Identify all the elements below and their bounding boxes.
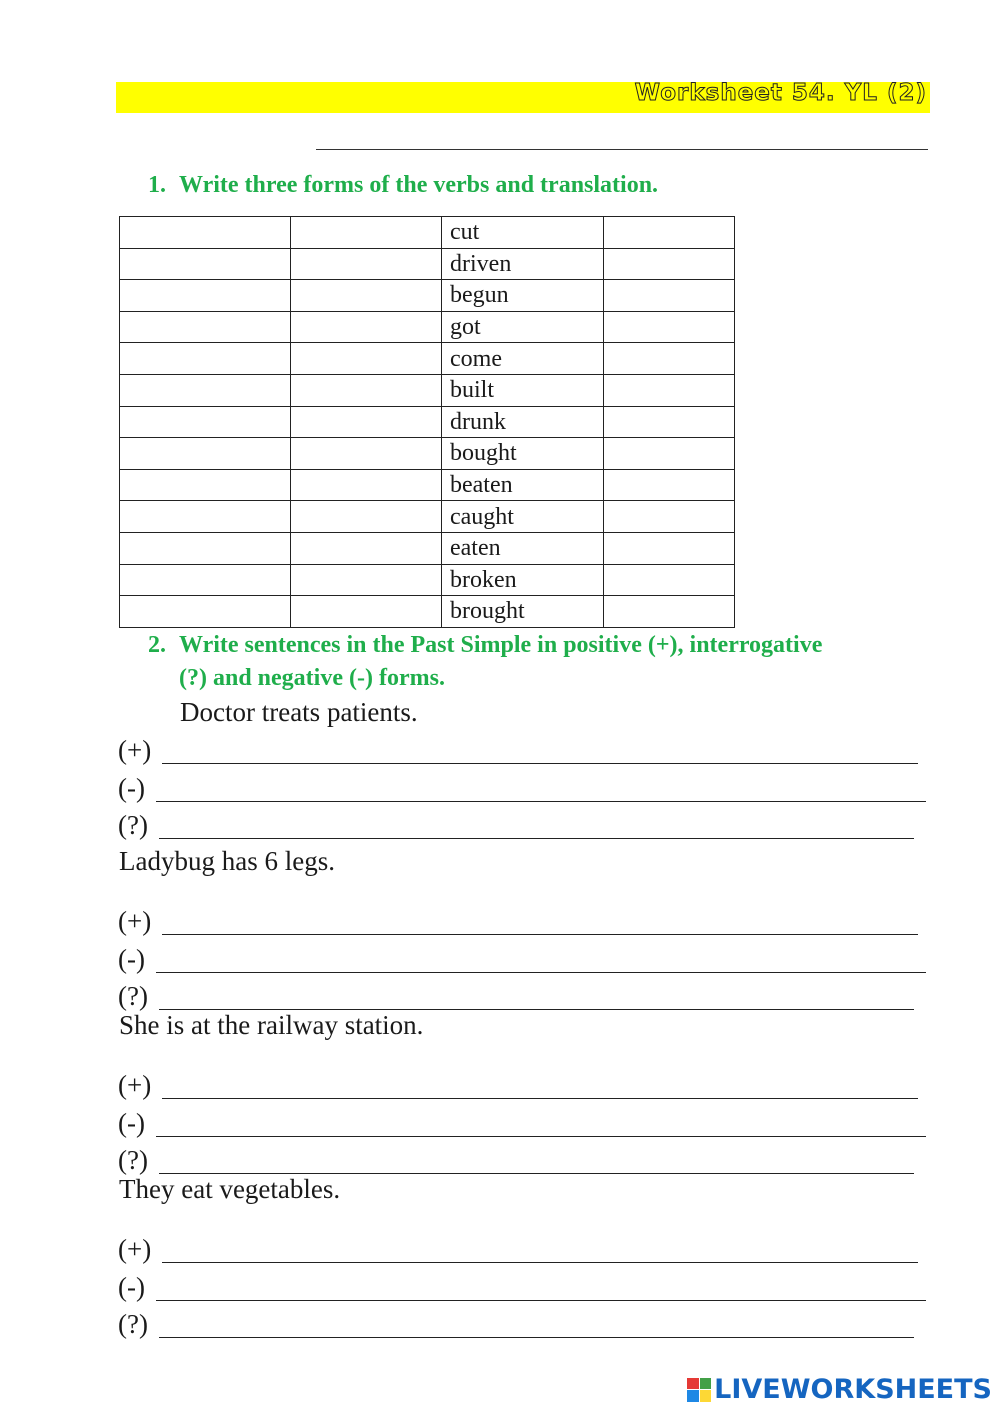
answer-symbol: (+) [118, 735, 152, 765]
translation-answer-cell[interactable] [604, 501, 735, 533]
verb-row [120, 217, 735, 249]
answer-row [118, 1234, 938, 1272]
verb-form-answer-cell[interactable] [120, 311, 291, 343]
verb-form-answer-cell[interactable] [120, 374, 291, 406]
sentence-prompt: Ladybug has 6 legs. [119, 846, 335, 876]
verb-form-answer-cell[interactable] [291, 564, 442, 596]
verbs-table [119, 216, 735, 628]
task2-title-line1: Write sentences in the Past Simple in positive (+), interrogative [179, 632, 823, 658]
verb-row [120, 469, 735, 501]
verb-row [120, 564, 735, 596]
task1-number: 1. [148, 172, 166, 198]
verb-form-answer-cell[interactable] [120, 280, 291, 312]
verb-form-answer-cell[interactable] [291, 532, 442, 564]
answer-row [118, 1070, 938, 1108]
verb-form-answer-cell[interactable] [120, 406, 291, 438]
answer-symbol: (?) [118, 810, 148, 840]
verb-form-answer-cell[interactable] [120, 248, 291, 280]
verb-form-answer-cell[interactable] [120, 532, 291, 564]
answer-row [118, 773, 938, 811]
verb-form-answer-cell[interactable] [120, 343, 291, 375]
answer-line[interactable] [159, 1337, 914, 1338]
answer-line[interactable] [159, 838, 914, 839]
task1-title: Write three forms of the verbs and translation. [179, 172, 659, 198]
verb-cell: beaten [442, 469, 604, 501]
translation-answer-cell[interactable] [604, 311, 735, 343]
answer-row [118, 1108, 938, 1146]
verb-form-answer-cell[interactable] [291, 280, 442, 312]
answer-symbol: (+) [118, 1070, 152, 1100]
verb-form-answer-cell[interactable] [120, 438, 291, 470]
verb-row [120, 438, 735, 470]
verb-row [120, 596, 735, 628]
verb-form-answer-cell[interactable] [120, 217, 291, 249]
verb-row [120, 406, 735, 438]
worksheet-title: Worksheet 54. YL (2) [634, 80, 927, 106]
verb-form-answer-cell[interactable] [120, 469, 291, 501]
verb-cell: built [442, 374, 604, 406]
verb-cell: cut [442, 217, 604, 249]
verb-form-answer-cell[interactable] [120, 596, 291, 628]
verb-row [120, 501, 735, 533]
logo-cube-tile [700, 1378, 712, 1390]
answer-line[interactable] [156, 1300, 926, 1301]
answer-symbol: (?) [118, 1309, 148, 1339]
verb-cell: broken [442, 564, 604, 596]
task2-number: 2. [148, 632, 166, 658]
answer-line[interactable] [156, 801, 926, 802]
verb-form-answer-cell[interactable] [291, 438, 442, 470]
answer-symbol: (-) [118, 944, 145, 974]
verb-form-answer-cell[interactable] [291, 469, 442, 501]
verb-cell: brought [442, 596, 604, 628]
translation-answer-cell[interactable] [604, 280, 735, 312]
answer-symbol: (-) [118, 1272, 145, 1302]
sentence-prompt: They eat vegetables. [119, 1174, 341, 1204]
sentence-prompt: She is at the railway station. [119, 1010, 424, 1040]
answer-line[interactable] [162, 934, 918, 935]
task2-heading [148, 629, 928, 699]
verb-form-answer-cell[interactable] [291, 374, 442, 406]
verb-form-answer-cell[interactable] [291, 248, 442, 280]
verb-cell: bought [442, 438, 604, 470]
answer-symbol: (?) [118, 1145, 148, 1175]
answer-row [118, 810, 938, 848]
translation-answer-cell[interactable] [604, 217, 735, 249]
translation-answer-cell[interactable] [604, 564, 735, 596]
translation-answer-cell[interactable] [604, 406, 735, 438]
translation-answer-cell[interactable] [604, 374, 735, 406]
answer-row [118, 906, 938, 944]
verb-cell: got [442, 311, 604, 343]
answer-line[interactable] [162, 1262, 918, 1263]
liveworksheets-logo [687, 1374, 992, 1405]
answer-line[interactable] [162, 763, 918, 764]
translation-answer-cell[interactable] [604, 596, 735, 628]
answer-symbol: (-) [118, 773, 145, 803]
verb-form-answer-cell[interactable] [120, 564, 291, 596]
verb-row [120, 343, 735, 375]
logo-cube-tile [687, 1390, 699, 1402]
logo-cube-tile [700, 1390, 712, 1402]
verb-cell: begun [442, 280, 604, 312]
answer-row [118, 1309, 938, 1347]
verb-form-answer-cell[interactable] [291, 406, 442, 438]
answer-line[interactable] [162, 1098, 918, 1099]
verb-row [120, 374, 735, 406]
answer-row [118, 735, 938, 773]
answer-row [118, 944, 938, 982]
liveworksheets-cube-icon [687, 1378, 711, 1402]
liveworksheets-text: LIVEWORKSHEETS [714, 1374, 992, 1405]
answer-symbol: (+) [118, 1234, 152, 1264]
answer-row [118, 1272, 938, 1310]
verb-cell: caught [442, 501, 604, 533]
verb-form-answer-cell[interactable] [291, 343, 442, 375]
logo-cube-tile [687, 1378, 699, 1390]
verb-cell: come [442, 343, 604, 375]
name-line[interactable] [316, 149, 928, 150]
verb-row [120, 532, 735, 564]
verb-row [120, 311, 735, 343]
answer-symbol: (+) [118, 906, 152, 936]
translation-answer-cell[interactable] [604, 248, 735, 280]
verb-form-answer-cell[interactable] [291, 311, 442, 343]
translation-answer-cell[interactable] [604, 343, 735, 375]
answer-line[interactable] [156, 972, 926, 973]
verb-cell: drunk [442, 406, 604, 438]
verb-form-answer-cell[interactable] [291, 217, 442, 249]
verb-row [120, 248, 735, 280]
verb-form-answer-cell[interactable] [120, 501, 291, 533]
translation-answer-cell[interactable] [604, 438, 735, 470]
verb-row [120, 280, 735, 312]
translation-answer-cell[interactable] [604, 532, 735, 564]
task2-title-line2: (?) and negative (-) forms. [179, 665, 445, 691]
answer-symbol: (?) [118, 981, 148, 1011]
verb-form-answer-cell[interactable] [291, 501, 442, 533]
answer-symbol: (-) [118, 1108, 145, 1138]
verb-cell: eaten [442, 532, 604, 564]
answer-line[interactable] [156, 1136, 926, 1137]
translation-answer-cell[interactable] [604, 469, 735, 501]
verb-cell: driven [442, 248, 604, 280]
sentence-prompt: Doctor treats patients. [180, 697, 418, 727]
verb-form-answer-cell[interactable] [291, 596, 442, 628]
